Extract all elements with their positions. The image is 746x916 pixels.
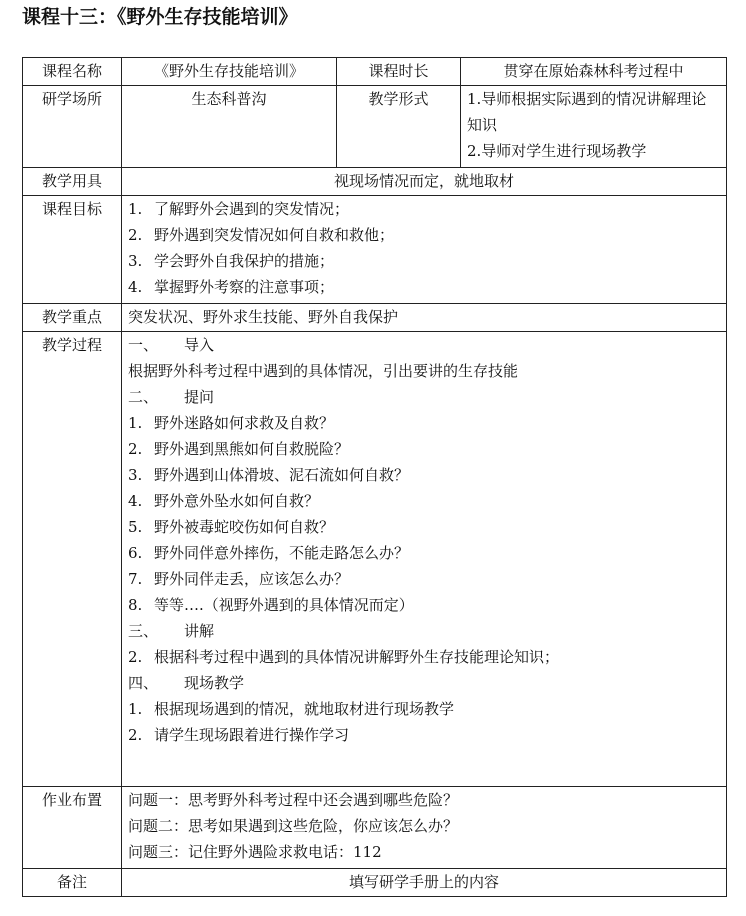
page-title: 课程十三：《野外生存技能培训》 xyxy=(22,6,298,28)
field-teaching-item: 2. 请学生现场跟着进行操作学习 xyxy=(128,726,350,744)
process-content xyxy=(122,332,727,787)
location-form-row xyxy=(23,86,727,168)
location-value: 生态科普沟 xyxy=(122,86,337,168)
process-label: 教学过程 xyxy=(23,332,122,787)
section-text: 根据野外科考过程中遇到的具体情况，引出要讲的生存技能 xyxy=(128,362,519,380)
section-heading: 三、 讲解 xyxy=(128,622,215,640)
question-item: 7. 野外同伴走丢，应该怎么办？ xyxy=(128,570,350,588)
homework-label: 作业布置 xyxy=(23,787,122,869)
field-teaching-item: 1. 根据现场遇到的情况，就地取材进行现场教学 xyxy=(128,700,455,718)
homework-item: 问题三：记住野外遇险求救电话：112 xyxy=(128,843,382,861)
goals-label: 课程目标 xyxy=(23,196,122,304)
question-item: 3. 野外遇到山体滑坡、泥石流如何自救？ xyxy=(128,466,410,484)
course-name-label: 课程名称 xyxy=(23,58,122,86)
question-item: 1. 野外迷路如何求救及自救？ xyxy=(128,414,335,432)
notes-label: 备注 xyxy=(23,869,122,897)
focus-value: 突发状况、野外求生技能、野外自我保护 xyxy=(122,304,727,332)
explain-item: 2. 根据科考过程中遇到的具体情况讲解野外生存技能理论知识； xyxy=(128,648,560,666)
course-duration-label: 课程时长 xyxy=(337,58,461,86)
location-label: 研学场所 xyxy=(23,86,122,168)
teaching-form-label: 教学形式 xyxy=(337,86,461,168)
homework-row xyxy=(23,787,727,869)
goal-item: 3. 学会野外自我保护的措施； xyxy=(128,252,335,270)
homework-item: 问题一：思考野外科考过程中还会遇到哪些危险？ xyxy=(128,791,459,809)
question-item: 2. 野外遇到黑熊如何自救脱险？ xyxy=(128,440,350,458)
teaching-form-item: 1.导师根据实际遇到的情况讲解理论知识 xyxy=(467,90,707,134)
tools-value: 视现场情况而定，就地取材 xyxy=(122,168,727,196)
goals-row xyxy=(23,196,727,304)
question-item: 8. 等等….（视野外遇到的具体情况而定） xyxy=(128,596,414,614)
goals-content xyxy=(122,196,727,304)
goal-item: 2. 野外遇到突发情况如何自救和救他； xyxy=(128,226,395,244)
course-info-row xyxy=(23,58,727,86)
goal-item: 4. 掌握野外考察的注意事项； xyxy=(128,278,335,296)
notes-value: 填写研学手册上的内容 xyxy=(122,869,727,897)
section-heading: 一、 导入 xyxy=(128,336,215,354)
question-item: 4. 野外意外坠水如何自救？ xyxy=(128,492,320,510)
question-item: 6. 野外同伴意外摔伤，不能走路怎么办？ xyxy=(128,544,410,562)
teaching-form-item: 2.导师对学生进行现场教学 xyxy=(467,142,647,160)
process-row xyxy=(23,332,727,787)
notes-row xyxy=(23,869,727,897)
question-item: 5. 野外被毒蛇咬伤如何自救？ xyxy=(128,518,335,536)
homework-item: 问题二：思考如果遇到这些危险，你应该怎么办？ xyxy=(128,817,459,835)
focus-label: 教学重点 xyxy=(23,304,122,332)
focus-row xyxy=(23,304,727,332)
goal-item: 1. 了解野外会遇到的突发情况； xyxy=(128,200,350,218)
teaching-form-value xyxy=(461,86,727,168)
section-heading: 四、 现场教学 xyxy=(128,674,245,692)
course-name-value: 《野外生存技能培训》 xyxy=(122,58,337,86)
tools-label: 教学用具 xyxy=(23,168,122,196)
tools-row xyxy=(23,168,727,196)
section-heading: 二、 提问 xyxy=(128,388,215,406)
homework-content xyxy=(122,787,727,869)
lesson-plan-table xyxy=(22,57,727,897)
course-duration-value: 贯穿在原始森林科考过程中 xyxy=(461,58,727,86)
